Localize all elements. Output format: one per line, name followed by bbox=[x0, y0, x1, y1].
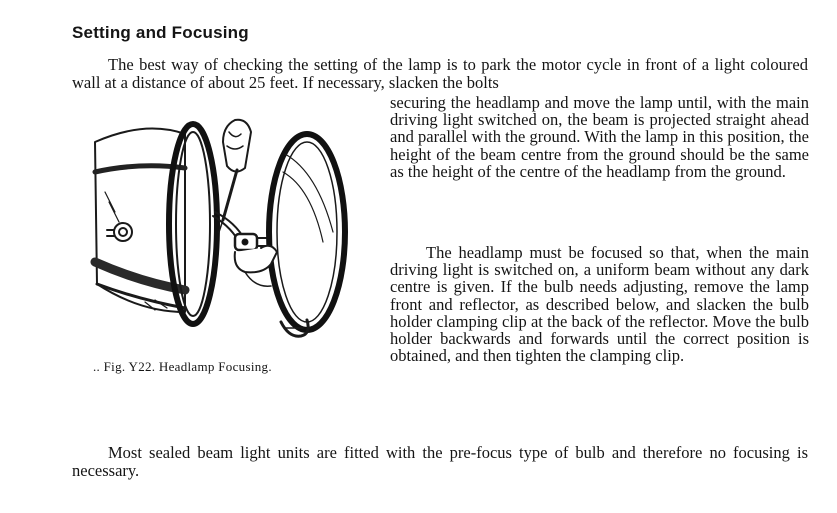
paragraph-setting: securing the headlamp and move the lamp until, with the main driving light switched on, the beam is projected straight ahead and parallel with the ground. With the lamp in this position, the height of the beam centre from the ground should be the same as the height of the centre of the headlamp from the ground. bbox=[390, 93, 809, 181]
paragraph-intro: The best way of checking the setting of the lamp is to park the motor cycle in front of a light coloured wall at a distance of about 25 feet. If necessary, slacken the bolts bbox=[72, 55, 808, 92]
paragraph-focusing: The headlamp must be focused so that, when the main driving light is switched on, a uniform beam without any dark centre is given. If the bulb needs adjusting, remove the lamp front and reflector, as described below, and slacken the bulb holder clamping clip at the back of the reflector. Move the bulb holder backwards and forwards until the correct position is obtained, and then tighten the clamping clip. bbox=[390, 243, 809, 366]
paragraph-sealed-beam: Most sealed beam light units are fitted with the pre-focus type of bulb and therefore no focusing is necessary. bbox=[72, 443, 808, 480]
figure-caption: .. Fig. Y22. Headlamp Focusing. bbox=[93, 359, 272, 374]
section-heading: Setting and Focusing bbox=[72, 23, 249, 42]
headlamp-focusing-illustration bbox=[85, 112, 365, 356]
